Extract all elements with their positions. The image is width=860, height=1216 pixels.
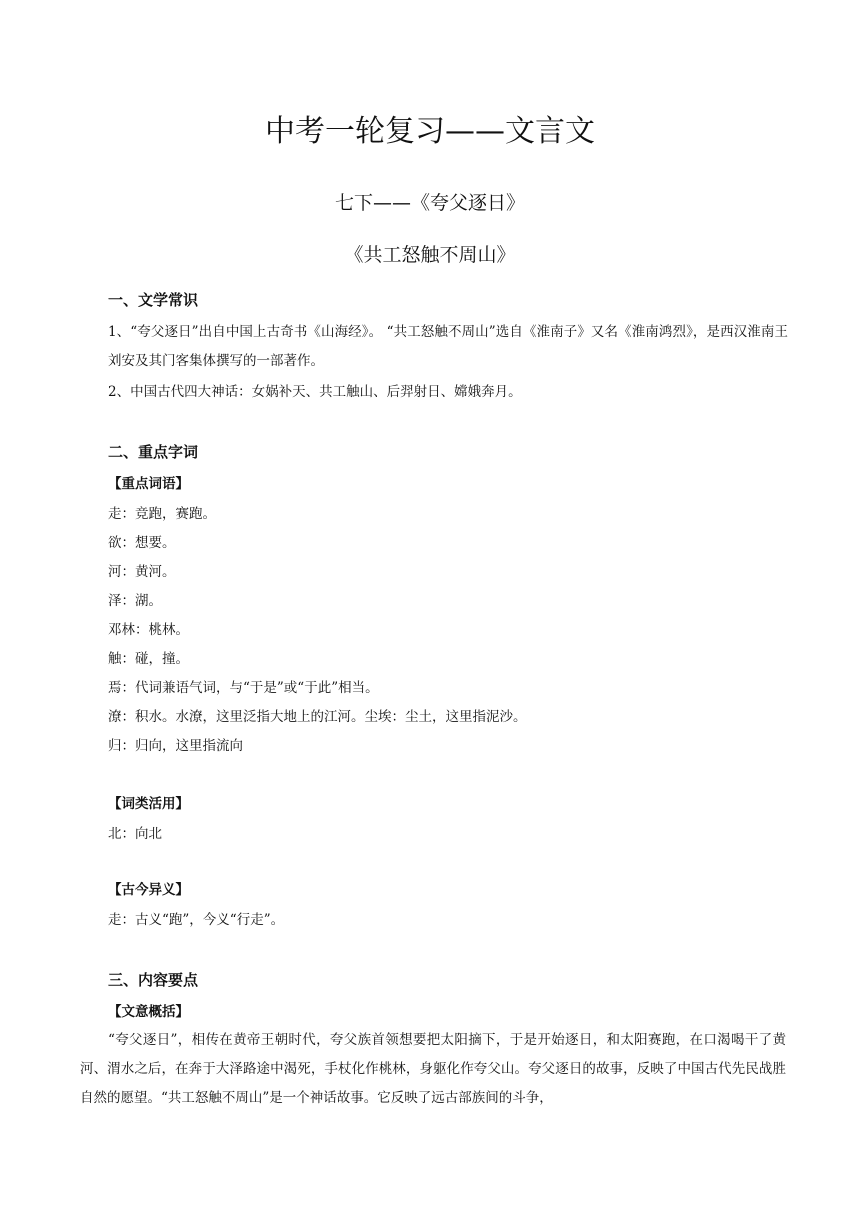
key-word-item: 归：归向，这里指流向: [108, 738, 243, 754]
key-word-item: 泽：湖。: [108, 593, 162, 609]
key-word-item: 邓林：桃林。: [108, 622, 189, 638]
word-class-heading: 【词类活用】: [108, 796, 189, 812]
literature-item-1: 1、“夸父逐日”出自中国上古奇书《山海经》。 “共工怒触不周山”选自《淮南子》又名《淮南鸿烈》，是西汉淮南王刘安及其门客集体撰写的一部著作。: [108, 324, 788, 369]
key-words-heading: 【重点词语】: [108, 476, 189, 492]
section-heading-literature: 一、文学常识: [108, 291, 199, 309]
literature-item-2: 2、中国古代四大神话：女娲补天、共工触山、后羿射日、嫦娥奔月。: [108, 384, 522, 400]
ancient-modern-heading: 【古今异义】: [108, 882, 189, 898]
key-word-item: 触：碰，撞。: [108, 651, 189, 667]
key-word-item: 欲：想要。: [108, 535, 176, 551]
summary-heading: 【文意概括】: [108, 1004, 189, 1020]
key-word-item: 河：黄河。: [108, 564, 176, 580]
key-word-item: 潦：积水。水潦，这里泛指大地上的江河。尘埃：尘土，这里指泥沙。: [108, 709, 527, 725]
word-class-item: 北：向北: [108, 826, 162, 842]
section-heading-key-words: 二、重点字词: [108, 443, 199, 461]
summary-paragraph: “夸父逐日”，相传在黄帝王朝时代，夸父族首领想要把太阳摘下，于是开始逐日，和太阳赛跑，在口渴喝干了黄河、渭水之后，在奔于大泽路途中渴死，手杖化作桃林，身躯化作夸父山。夸父逐日的故事，反映了中国古代先民战胜自然的愿望。“共工怒触不周山”是一个神话故事。它反映了远古部族间的斗争，: [80, 1032, 786, 1106]
section-heading-content: 三、内容要点: [108, 971, 199, 989]
page-title: 中考一轮复习——文言文: [265, 114, 595, 149]
ancient-modern-item: 走：古义“跑”，今义“行走”。: [108, 912, 285, 928]
key-word-item: 走：竞跑，赛跑。: [108, 506, 216, 522]
key-word-item: 焉：代词兼语气词，与“于是”或“于此”相当。: [108, 680, 379, 696]
subtitle-text: 《共工怒触不周山》: [344, 244, 516, 266]
subtitle-lesson: 七下——《夸父逐日》: [334, 192, 525, 214]
